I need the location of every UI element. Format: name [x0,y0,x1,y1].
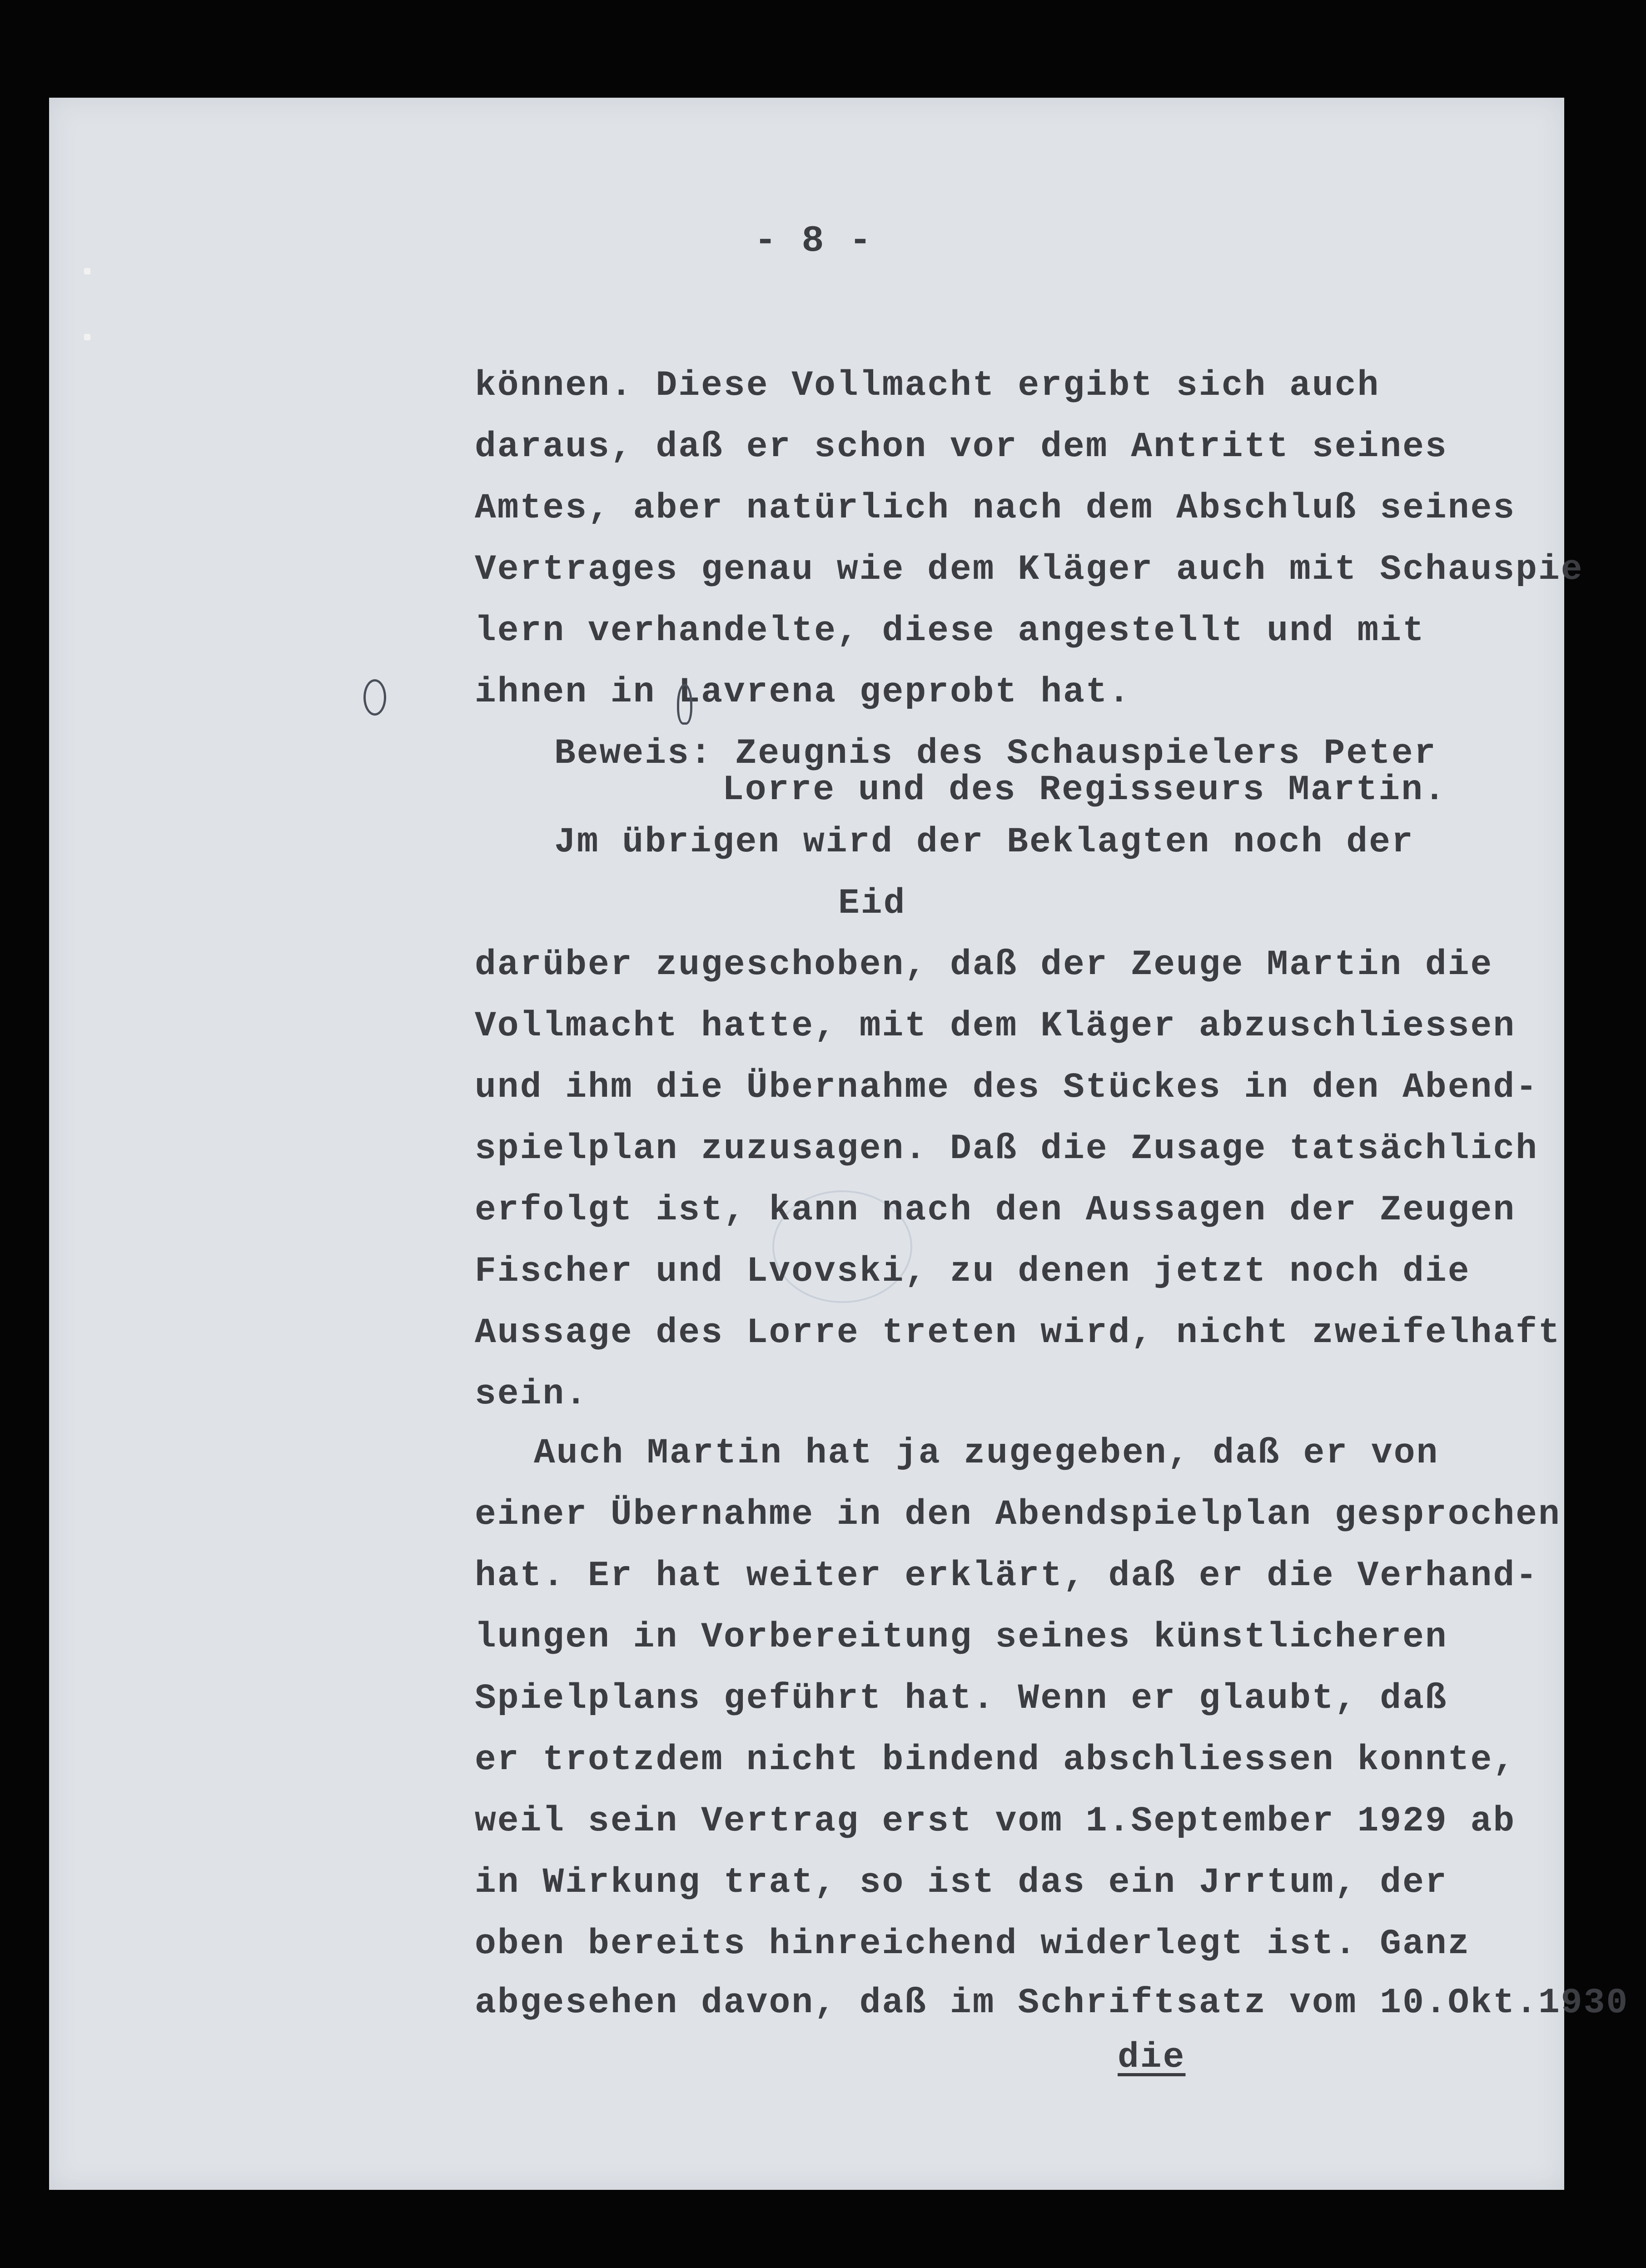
text-line: daraus, daß er schon vor dem Antritt seines [475,427,1448,467]
catchword: die [1118,2038,1186,2078]
text-line: lern verhandelte, diese angestellt und mit [475,611,1425,651]
text-line: abgesehen davon, daß im Schriftsatz vom 10.Okt.1930 [475,1983,1629,2023]
text-line: spielplan zuzusagen. Daß die Zusage tatsächlich [475,1129,1538,1169]
beweis-line: Lorre und des Regisseurs Martin. [722,770,1447,810]
text-line: Auch Martin hat ja zugegeben, daß er von [534,1433,1439,1473]
handwritten-correction [677,684,692,725]
text-line: Fischer und Lvovski, zu denen jetzt noch die [475,1252,1471,1292]
text-line: können. Diese Vollmacht ergibt sich auch [475,366,1380,406]
text-line: darüber zugeschoben, daß der Zeuge Martin die [475,945,1493,985]
text-line: Aussage des Lorre treten wird, nicht zweifelhaft [475,1313,1561,1353]
punch-hole [84,268,90,274]
text-line: Amtes, aber natürlich nach dem Abschluß seines [475,488,1516,528]
text-line: erfolgt ist, kann nach den Aussagen der Zeugen [475,1190,1516,1230]
handwritten-mark [363,679,386,716]
text-line: lungen in Vorbereitung seines künstlicheren [475,1617,1448,1657]
text-line: ihnen in Lavrena geprobt hat. [475,672,1131,712]
text-line: hat. Er hat weiter erklärt, daß er die Verhand- [475,1556,1538,1596]
text-line: Spielplans geführt hat. Wenn er glaubt, daß [475,1679,1448,1719]
text-line: Vollmacht hatte, mit dem Kläger abzuschliessen [475,1006,1516,1046]
text-line: weil sein Vertrag erst vom 1.September 1929 ab [475,1801,1516,1841]
text-line: in Wirkung trat, so ist das ein Jrrtum, der [475,1863,1448,1903]
text-line: einer Übernahme in den Abendspielplan gesprochen [475,1495,1561,1535]
text-line: und ihm die Übernahme des Stückes in den Abend- [475,1068,1538,1108]
text-line: oben bereits hinreichend widerlegt ist. Ganz [475,1924,1471,1964]
punch-hole [84,334,90,340]
text-line: Jm übrigen wird der Beklagten noch der [554,822,1414,862]
text-line: sein. [475,1374,588,1414]
page-number: - 8 - [754,220,873,262]
text-line: er trotzdem nicht bindend abschliessen konnte, [475,1740,1516,1780]
beweis-line: Beweis: Zeugnis des Schauspielers Peter [554,734,1437,774]
eid-heading: Eid [838,884,906,924]
text-line: Vertrages genau wie dem Kläger auch mit Schauspie [475,550,1584,590]
